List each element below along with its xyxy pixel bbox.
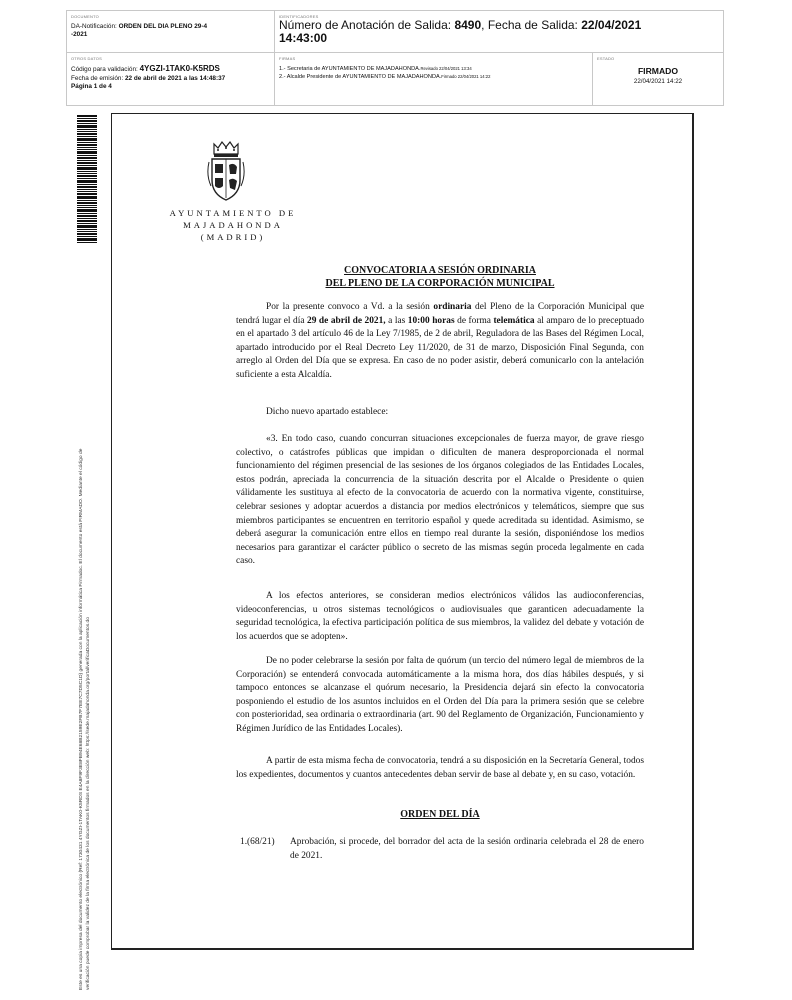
fecha-emision: Fecha de emisión: 22 de abril de 2021 a las 14:48:37 [71,74,226,82]
anotacion-salida: Número de Anotación de Salida: 8490, Fecha de Salida: 22/04/2021 14:43:00 [279,18,642,45]
firma-1: 1.- Secretaria de AYUNTAMIENTO DE MAJADAHONDA.Revisado 22/04/2021 13:34 [279,66,472,72]
pagina: Página 1 de 4 [71,83,112,90]
identificadores-cell [275,11,723,53]
otros-datos-cell [67,53,275,105]
otros-datos-label: OTROS DATOS [71,56,102,61]
coat-of-arms-icon [206,140,246,202]
agenda-item-number: 1.(68/21) [240,837,275,847]
title-line-1: CONVOCATORIA A SESIÓN ORDINARIA [344,265,536,276]
firmas-label: FIRMAS [279,56,296,61]
barcode [77,115,97,243]
codigo-validacion: Código para validación: 4YGZI-1TAK0-K5RDS [71,64,220,73]
documento-cell [67,11,275,53]
letterhead-line-2: MAJADAHONDA [183,220,283,230]
letterhead-line-3: (MADRID) [200,232,266,242]
paragraph-apartado: Dicho nuevo apartado establece: [266,407,389,417]
title-line-2: DEL PLENO DE LA CORPORACIÓN MUNICIPAL [325,278,555,289]
paragraph-cita-2: A los efectos anteriores, se consideran medios electrónicos válidos las audioconferencias, videoconferencias, u otros sistemas tecnológicos o audiovisuales que garanticen adecuadamente la seguridad tecnológica, la efectiva participación política de sus miembros, la validez del debate y votación de los acuerdos que se adopten». [236,591,644,642]
paragraph-convocatoria: Por la presente convoco a Vd. a la sesión ordinaria del Pleno de la Corporación Municipal que tendrá lugar el día 29 de abril de 2021, a las 10:00 horas de forma telemática al amparo de lo preceptuado en el apartado 3 del artículo 46 de la Ley 7/1985, de 2 de abril, Reguladora de las Bases del Régimen Local, apartado introducido por el Real Decreto Ley 11/2020, de 31 de marzo, Disposición Final Segunda, con arreglo al Orden del Día que se expresa. En caso de no poder asistir, deberá comunicarlo con la antelación suficiente a esta Alcaldía. [236,302,645,380]
paragraph-quorum: De no poder celebrarse la sesión por falta de quórum (un tercio del número legal de miembros de la Corporación) se entenderá convocada automáticamente a la misma hora, dos días hábiles después, y si tampoco entonces se alcanzase el quórum necesario, la Presidencia dejará sin efecto la convocatoria posponiendo el estudio de los asuntos incluidos en el Orden del Día para la primera sesión que se celebre con posterioridad, sea ordinaria o extraordinaria (art. 90 del Reglamento de Organización, Funcionamiento y Régimen Jurídico de las Entidades Locales). [236,656,644,734]
estado-label: ESTADO [597,56,615,61]
agenda-item-text: Aprobación, si procede, del borrador del acta de la sesión ordinaria celebrada el 28 de enero de 2021. [290,837,644,861]
firmas-cell [275,53,593,105]
paragraph-expedientes: A partir de esta misma fecha de convocatoria, tendrá a su disposición en la Secretaría General, todos los expedientes, documentos y cuantos antecedentes deban servir de base al debate y, en su caso, votación. [236,756,644,780]
orden-del-dia-heading: ORDEN DEL DÍA [400,809,480,820]
paragraph-cita-1: «3. En todo caso, cuando concurran situaciones excepcionales de fuerza mayor, de grave riesgo colectivo, o catástrofes públicas que impidan o dificulten de manera desproporcionada el normal funcionamiento del régimen presencial de las sesiones de los órganos colegiados de las Entidades Locales, estos podrán, apreciada la concurrencia de la situación descrita por el Alcalde o Presidente o quien válidamente les sustituya al efecto de la convocatoria de acuerdo con la normativa vigente, constituirse, celebrar sesiones y adoptar acuerdos a distancia por medios electrónicos y telemáticos, siempre que sus miembros participantes se encuentren en territorio español y quede acreditada su identidad. Asimismo, se deberá asegurar la comunicación entre ellos en tiempo real durante la sesión, disponiéndose los medios necesarios para garantizar el carácter público o secreto de las mismas según proceda legalmente en cada caso. [236,434,644,567]
identificadores-label: IDENTIFICADORES [279,14,319,19]
firma-2: 2.- Alcalde Presidente de AYUNTAMIENTO DE MAJADAHONDA.Firmado 22/04/2021 14:22 [279,74,491,80]
verification-side-text: Este es una copia impresa del documento electrónico (Ref: 1730431 4YGZI-1TAK0-K5RDS E4A8F9F3E8FB94E68B2159E2FB7F7EE7C7D5C1D) generada con la aplicación informática Firmadoc. El documento está FIRMADO. Mediante el código de verificación puede comprobar la validez de la firma electrónica de los documentos firmados en la dirección web: https://sede.majadahonda.org/portal/verificaDocumentos.do [79,448,91,990]
documento-label: DOCUMENTO [71,14,99,19]
letterhead-line-1: AYUNTAMIENTO DE [169,208,297,218]
estado-value: FIRMADO [637,66,679,76]
estado-fecha: 22/04/2021 14:22 [633,78,683,85]
estado-cell [593,53,723,105]
documento-value: DA-Notificación: ORDEN DEL DIA PLENO 29-4 -2021 [71,23,208,38]
signature-header [66,10,724,106]
